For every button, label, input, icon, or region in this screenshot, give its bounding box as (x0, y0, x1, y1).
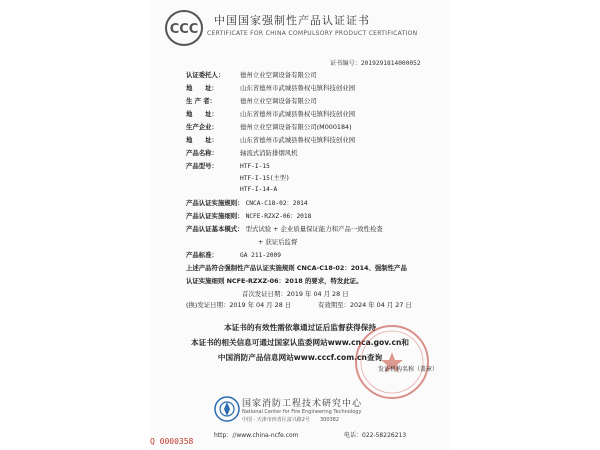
field-value: GA 211-2009 (240, 252, 281, 259)
field-row-model-main (186, 173, 290, 182)
field-value: 德州立业空调设备有限公司 (240, 71, 317, 79)
field-value: HTF-I-14-A (240, 186, 278, 193)
field-value: 德州立业空调设备有限公司 (240, 97, 317, 105)
field-label: 地 址： (186, 84, 218, 92)
field-label: 地 址： (186, 136, 218, 144)
field-label: 地 址： (186, 110, 218, 118)
certificate-title-en: CERTIFICATE FOR CHINA COMPULSORY PRODUCT CERTIFICATION (207, 30, 418, 37)
field-label: 产品认证实施细则： (186, 212, 244, 220)
field-row-manufacturer-address (186, 109, 355, 118)
field-row-manufacturer (186, 96, 317, 105)
field-value: HTF-I-15(主型) (240, 175, 290, 182)
issuer-address: 中国 · 天津市西青区富兴路2号 300382 (242, 417, 340, 423)
official-seal-icon (352, 322, 432, 402)
issuer-seal-label: 发证机构名称（盖章） (378, 366, 439, 373)
notice-line-2: 本证书的相关信息可通过国家认监委网站www.cnca.gov.cn和 (191, 338, 409, 347)
field-value: NCFE-RZXZ-06：2018 (245, 213, 312, 220)
field-value: CNCA-C18-02：2014 (245, 200, 308, 207)
field-label: 生产企业： (186, 123, 218, 131)
ncfe-logo-icon (214, 396, 240, 422)
field-label: 产品标准： (186, 251, 218, 259)
expiry-date: 有效期至：2024 年 04 月 27 日 (318, 301, 412, 309)
field-row-model-variant (186, 185, 277, 193)
footer-website: http：//www.china-ncfe.com (214, 432, 299, 439)
field-label: 产品认证基本模式： (186, 225, 244, 233)
field-label: 产品型号： (186, 162, 218, 170)
field-value: + 获证后监督 (258, 238, 298, 246)
field-value: 山东省德州市武城县鲁权屯镇科技创业园 (240, 84, 356, 92)
field-row-mode (186, 224, 383, 233)
field-row-product-model (186, 161, 270, 170)
field-label: 生 产 者： (186, 97, 217, 105)
field-value: 轴流式消防排烟风机 (240, 149, 298, 157)
statement-line-1: 上述产品符合强制性产品认证实施规则 CNCA-C18-02：2014、强制性产品 (186, 264, 407, 272)
certificate-number: 证书编号：2019291814000052 (330, 60, 421, 67)
issue-date: (换)发证日期：2019 年 04 月 28 日 (186, 301, 292, 309)
field-value: 山东省德州市武城县鲁权屯镇科技创业园 (240, 110, 356, 118)
statement-line-2: 认证实施细则 NCFE-RZXZ-06：2018 的要求，特发此证。 (186, 277, 363, 285)
field-row-detailed-rules (186, 211, 311, 220)
field-row-mode-cont (258, 237, 297, 246)
footer-phone: 电话：022-58226213 (344, 432, 407, 439)
field-row-applicant (186, 70, 317, 79)
ccc-logo-icon (164, 8, 204, 48)
issuer-name: 国家消防工程技术研究中心 (242, 399, 363, 409)
field-value: 山东省德州市武城县鲁权屯镇科技创业园 (240, 136, 356, 144)
field-value: 型式试验 + 企业质量保证能力和产品一致性检查 (245, 225, 383, 233)
field-value: HTF-I-15 (240, 163, 270, 170)
issuer-name-en: National Center for Fire Engineering Technology (242, 409, 362, 415)
svg-text:CCC: CCC (169, 22, 199, 37)
field-row-factory-address (186, 135, 355, 144)
serial-number: Q 0000358 (150, 437, 194, 446)
notice-line-1: 本证书的有效性需依靠通过证后监督获得保持 (224, 323, 376, 332)
field-row-product-name (186, 148, 298, 157)
field-row-standard (186, 250, 281, 259)
first-issue-date: 首次发证日期：2019 年 04 月 28 日 (242, 290, 349, 298)
field-row-rules (186, 198, 308, 207)
field-row-factory (186, 122, 352, 131)
notice-line-3: 中国消防产品信息网站www.cccf.com.cn查询 (217, 353, 383, 362)
field-label: 产品名称： (186, 149, 218, 157)
field-value: 德州立业空调设备有限公司(M000184) (240, 123, 352, 131)
field-row-applicant-address (186, 83, 355, 92)
field-label: 产品认证实施规则： (186, 199, 244, 207)
field-label: 认证委托人： (186, 71, 225, 79)
certificate-title: 中国国家强制性产品认证证书 (214, 14, 370, 27)
